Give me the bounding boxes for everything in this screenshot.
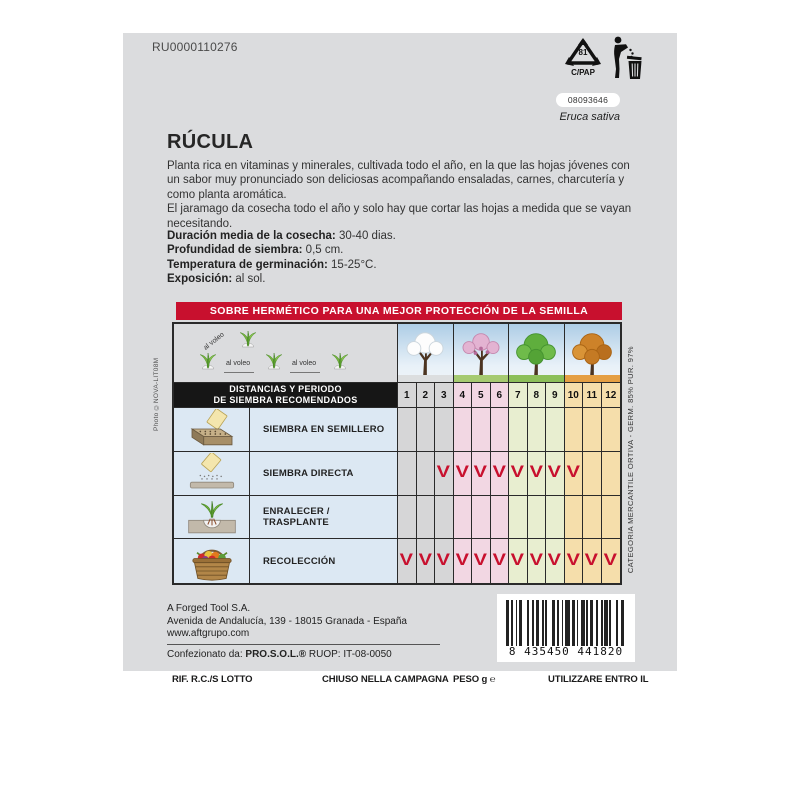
recycle-code: 81 [578,48,588,57]
distance-arrow [224,372,254,373]
month-header-cell: 6 [491,383,510,408]
distance-arrow [290,372,320,373]
summer-season-cell [509,324,565,383]
table-row-recoleccion [174,539,620,583]
period-mark: V [437,551,451,570]
barcode-bars [506,600,626,646]
month-header-cell: 8 [528,383,547,408]
period-cell [546,496,565,540]
period-cell [583,452,602,496]
period-mark: V [400,551,414,570]
period-mark: V [511,551,525,570]
row-label: ENRALECER / TRASPLANTE [250,496,398,540]
period-mark: V [585,551,599,570]
cultivation-specs [167,229,639,287]
broadcast-sowing-diagram [174,324,398,383]
period-cell [583,408,602,452]
period-cell [491,496,510,540]
company-name: A Forged Tool S.A. [167,603,251,614]
description-paragraph: Planta rica en vitaminas y minerales, cultivada todo el año, en la que las hojas jóvenes con un sabor muy pronunciado son deliciosas acompañando ensaladas, carnes, charcutería y como planta aromática. [167,160,630,201]
photo-credit: Photo ©NOVA-LIT08M [153,357,160,431]
period-mark: V [418,551,432,570]
period-cell [509,496,528,540]
transplant-icon [174,496,250,540]
period-mark: V [529,463,543,482]
packer-line: Confezionato da: PRO.S.O.L.® RUOP: IT-08-0050 [167,649,392,660]
period-cell [546,539,565,583]
spec-line: Duración media de la cosecha: 30-40 dias. [167,230,396,242]
spring-tree-icon [457,330,505,378]
winter-tree-icon [401,330,449,378]
row-label: SIEMBRA DIRECTA [250,452,398,496]
month-header-cell: 9 [546,383,565,408]
period-cell [435,408,454,452]
period-cell [417,408,436,452]
month-header-cell: 11 [583,383,602,408]
seed-tray-icon [174,408,250,452]
table-row-semillero [174,408,620,452]
period-cell [565,496,584,540]
footer-label-utilizzare: UTILIZZARE ENTRO IL [548,674,649,685]
table-header-band [174,324,620,383]
batch-number-stamp: 08093646 [556,93,620,107]
plant-icon [328,350,352,372]
period-mark: V [455,463,469,482]
period-cell [435,496,454,540]
period-cell [602,539,621,583]
period-cell [565,539,584,583]
period-cell [528,452,547,496]
month-header-cell: 10 [565,383,584,408]
period-cell [491,452,510,496]
direct-sowing-icon [174,452,250,496]
period-cell [528,496,547,540]
row-label: SIEMBRA EN SEMILLERO [250,408,398,452]
barcode-digits: 8 435450 441820 [508,645,624,658]
plant-icon [262,350,286,372]
period-mark: V [529,551,543,570]
barcode [497,594,635,662]
period-cell [491,539,510,583]
period-cell [583,539,602,583]
period-cell [435,452,454,496]
period-cell [472,408,491,452]
autumn-season-cell [565,324,621,383]
period-cell [565,408,584,452]
spec-line: Exposición: al sol. [167,273,266,286]
distances-period-header: DISTANCIAS Y PERIODO DE SIEMBRA RECOMENDADOS [174,383,398,408]
period-mark: V [511,463,525,482]
period-mark: V [455,551,469,570]
divider-line [167,644,440,645]
period-cell [417,452,436,496]
month-header-cell: 5 [472,383,491,408]
winter-season-cell [398,324,454,383]
period-mark: V [437,463,451,482]
company-street: Avenida de Andalucía, 139 - 18015 Granada - España [167,615,407,627]
summer-ground [509,375,564,382]
lot-code: RU0000110276 [152,40,238,54]
description-paragraph: El jaramago da cosecha todo el año y solo hay que cortar las hojas a medida que se vayan necesitando. [167,203,632,230]
sowing-calendar-table [172,322,622,585]
autumn-tree-icon [568,330,616,378]
category-side-text: CATEGORIA MERCANTILE ORTIVA - GERM. 85% PUR. 97% [626,346,635,574]
description-text [167,159,639,231]
spring-season-cell [454,324,510,383]
table-row-trasplante [174,496,620,540]
company-website: www.aftgrupo.com [167,628,250,640]
period-mark: V [474,551,488,570]
period-mark: V [548,551,562,570]
latin-name: Eruca sativa [559,111,620,123]
period-cell [509,539,528,583]
period-cell [528,408,547,452]
period-cell [472,539,491,583]
period-mark: V [548,463,562,482]
variety-title: RÚCULA [167,131,254,153]
autumn-ground [565,375,621,382]
company-address [167,603,407,641]
plant-icon [236,328,260,350]
spec-line: Profundidad de siembra: 0,5 cm. [167,244,344,257]
period-cell [454,539,473,583]
month-header-cell: 3 [435,383,454,408]
period-cell [491,408,510,452]
harvest-basket-icon [174,539,250,583]
winter-ground [398,375,453,382]
footer-label-peso: PESO g ℮ [453,674,496,685]
spec-line: Temperatura de germinación: 15-25°C. [167,258,377,271]
broadcast-label: al voleo [202,331,226,352]
protection-banner: SOBRE HERMÉTICO PARA UNA MEJOR PROTECCIÓN DE LA SEMILLA [176,302,622,320]
period-cell [472,452,491,496]
month-header-cell: 2 [417,383,436,408]
month-header-cell: 1 [398,383,417,408]
period-cell [602,496,621,540]
period-mark: V [492,463,506,482]
recycle-icon [561,38,605,77]
table-title-band [174,383,620,408]
period-cell [583,496,602,540]
seed-packet-back [123,33,677,671]
plant-icon [196,350,220,372]
period-cell [417,496,436,540]
period-cell [454,496,473,540]
tidyman-disposal-icon [609,35,643,86]
footer-label-chiuso: CHIUSO NELLA CAMPAGNA [322,674,449,685]
row-label: RECOLECCIÓN [250,539,398,583]
month-header-cell: 12 [602,383,621,408]
period-cell [398,539,417,583]
period-cell [398,496,417,540]
period-cell [565,452,584,496]
period-cell [528,539,547,583]
period-cell [417,539,436,583]
table-row-directa [174,452,620,496]
period-mark: V [604,551,618,570]
month-header-cell: 4 [454,383,473,408]
period-cell [602,452,621,496]
broadcast-label: al voleo [292,360,317,367]
period-cell [509,408,528,452]
period-cell [398,452,417,496]
period-mark: V [566,463,580,482]
month-header-cell: 7 [509,383,528,408]
broadcast-label: al voleo [226,360,251,367]
footer-label-lotto: RIF. R.C./S LOTTO [172,674,253,685]
period-cell [472,496,491,540]
period-cell [454,452,473,496]
period-mark: V [492,551,506,570]
period-mark: V [474,463,488,482]
period-cell [454,408,473,452]
period-cell [398,408,417,452]
period-mark: V [566,551,580,570]
period-cell [435,539,454,583]
period-cell [509,452,528,496]
period-cell [546,452,565,496]
recycle-material: C/PAP [571,68,595,77]
period-cell [602,408,621,452]
summer-tree-icon [512,330,560,378]
spring-ground [454,375,509,382]
period-cell [546,408,565,452]
